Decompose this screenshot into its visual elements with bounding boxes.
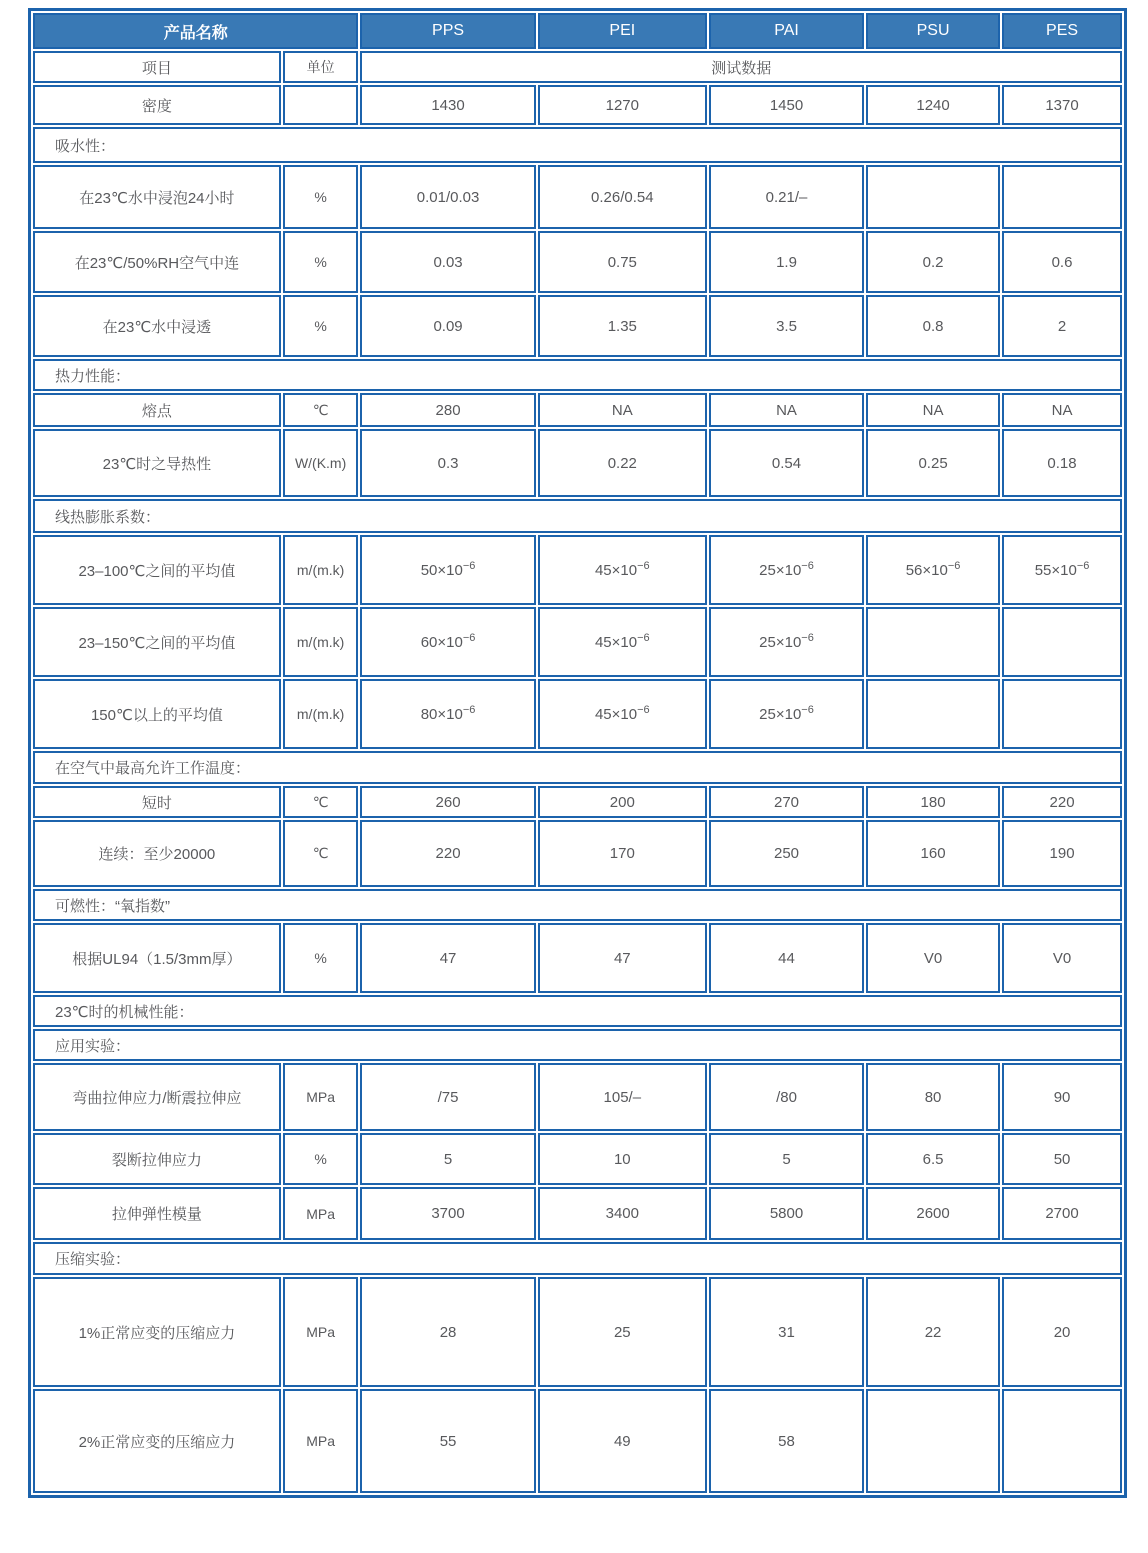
value-cell: $56\times 10^{-6}$ — [866, 535, 1000, 605]
value-cell: /80 — [709, 1063, 864, 1131]
row-label: 弯曲拉伸应力/断震拉伸应 — [33, 1063, 281, 1131]
item-header: 项目 — [33, 51, 281, 83]
unit-cell: m/(m.k) — [283, 607, 359, 677]
row-label: 2%正常应变的压缩应力 — [33, 1389, 281, 1493]
value-cell: V0 — [1002, 923, 1122, 993]
value-cell: $25\times 10^{-6}$ — [709, 535, 864, 605]
value-cell: 0.21/– — [709, 165, 864, 229]
value-cell: 170 — [538, 820, 707, 887]
row-label: 23℃时之导热性 — [33, 429, 281, 497]
unit-cell: % — [283, 165, 359, 229]
row-label: 根据UL94（1.5/3mm厚） — [33, 923, 281, 993]
data-row — [33, 786, 1122, 818]
data-row — [33, 295, 1122, 357]
value-cell: 105/– — [538, 1063, 707, 1131]
value-cell: 25 — [538, 1277, 707, 1387]
value-cell: 0.6 — [1002, 231, 1122, 293]
value-cell: 1450 — [709, 85, 864, 125]
value-cell: 0.8 — [866, 295, 1000, 357]
data-row — [33, 85, 1122, 125]
value-cell: 3400 — [538, 1187, 707, 1240]
section-row — [33, 359, 1122, 391]
unit-cell: m/(m.k) — [283, 679, 359, 749]
value-cell: $50\times 10^{-6}$ — [360, 535, 535, 605]
value-cell: 1430 — [360, 85, 535, 125]
data-row — [33, 1277, 1122, 1387]
value-cell: 50 — [1002, 1133, 1122, 1185]
product-header-pai: PAI — [709, 13, 864, 49]
unit-cell: MPa — [283, 1389, 359, 1493]
unit-cell: % — [283, 923, 359, 993]
value-cell: $55\times 10^{-6}$ — [1002, 535, 1122, 605]
value-cell: 47 — [538, 923, 707, 993]
unit-cell: % — [283, 1133, 359, 1185]
section-row — [33, 1242, 1122, 1275]
value-cell: 22 — [866, 1277, 1000, 1387]
value-cell: 58 — [709, 1389, 864, 1493]
value-cell: 1370 — [1002, 85, 1122, 125]
value-cell: 220 — [1002, 786, 1122, 818]
value-cell: 2600 — [866, 1187, 1000, 1240]
value-cell: 0.18 — [1002, 429, 1122, 497]
product-header-psu: PSU — [866, 13, 1000, 49]
value-cell: 6.5 — [866, 1133, 1000, 1185]
value-cell: NA — [538, 393, 707, 427]
unit-cell: ℃ — [283, 393, 359, 427]
section-row — [33, 127, 1122, 163]
value-cell — [1002, 679, 1122, 749]
unit-cell: MPa — [283, 1277, 359, 1387]
value-cell: 0.22 — [538, 429, 707, 497]
value-cell: NA — [1002, 393, 1122, 427]
data-row — [33, 231, 1122, 293]
row-label: 在23℃/50%RH空气中连 — [33, 231, 281, 293]
product-header-pes: PES — [1002, 13, 1122, 49]
section-label: 23℃时的机械性能： — [33, 995, 1122, 1027]
value-cell: 0.54 — [709, 429, 864, 497]
unit-cell: MPa — [283, 1187, 359, 1240]
section-label: 线热膨胀系数： — [33, 499, 1122, 533]
value-cell: 5800 — [709, 1187, 864, 1240]
value-cell — [866, 1389, 1000, 1493]
value-cell: 280 — [360, 393, 535, 427]
row-label: 在23℃水中浸泡24小时 — [33, 165, 281, 229]
value-cell: /75 — [360, 1063, 535, 1131]
section-label: 在空气中最高允许工作温度： — [33, 751, 1122, 784]
value-cell: 0.3 — [360, 429, 535, 497]
value-cell: $60\times 10^{-6}$ — [360, 607, 535, 677]
data-row — [33, 923, 1122, 993]
value-cell: 55 — [360, 1389, 535, 1493]
value-cell: $25\times 10^{-6}$ — [709, 679, 864, 749]
value-cell: 3.5 — [709, 295, 864, 357]
value-cell: 2 — [1002, 295, 1122, 357]
data-row — [33, 1133, 1122, 1185]
value-cell: 180 — [866, 786, 1000, 818]
value-cell: 20 — [1002, 1277, 1122, 1387]
value-cell: 5 — [709, 1133, 864, 1185]
value-cell: $45\times 10^{-6}$ — [538, 679, 707, 749]
value-cell: 5 — [360, 1133, 535, 1185]
value-cell: 260 — [360, 786, 535, 818]
value-cell: $25\times 10^{-6}$ — [709, 607, 864, 677]
table-header-row — [33, 13, 1122, 49]
data-row — [33, 679, 1122, 749]
value-cell: $45\times 10^{-6}$ — [538, 607, 707, 677]
value-cell: 3700 — [360, 1187, 535, 1240]
value-cell: NA — [709, 393, 864, 427]
product-header-pps: PPS — [360, 13, 535, 49]
product-header-pei: PEI — [538, 13, 707, 49]
section-row — [33, 499, 1122, 533]
data-row — [33, 1187, 1122, 1240]
value-cell: 200 — [538, 786, 707, 818]
row-label: 连续：至少20000 — [33, 820, 281, 887]
value-cell: 1.35 — [538, 295, 707, 357]
value-cell — [1002, 607, 1122, 677]
row-label: 拉伸弹性模量 — [33, 1187, 281, 1240]
row-label: 密度 — [33, 85, 281, 125]
value-cell — [1002, 165, 1122, 229]
data-row — [33, 1063, 1122, 1131]
value-cell — [866, 607, 1000, 677]
value-cell: 31 — [709, 1277, 864, 1387]
value-cell: 0.03 — [360, 231, 535, 293]
material-spec-table — [28, 8, 1127, 1498]
product-name-header: 产品名称 — [33, 13, 358, 49]
value-cell — [866, 679, 1000, 749]
value-cell: 1.9 — [709, 231, 864, 293]
section-label: 热力性能： — [33, 359, 1122, 391]
section-label: 可燃性：“氧指数” — [33, 889, 1122, 921]
row-label: 1%正常应变的压缩应力 — [33, 1277, 281, 1387]
row-label: 熔点 — [33, 393, 281, 427]
value-cell: 1240 — [866, 85, 1000, 125]
subheader-row — [33, 51, 1122, 83]
value-cell: 0.75 — [538, 231, 707, 293]
test-data-header: 测试数据 — [360, 51, 1122, 83]
unit-cell: MPa — [283, 1063, 359, 1131]
value-cell: NA — [866, 393, 1000, 427]
row-label: 短时 — [33, 786, 281, 818]
data-row — [33, 393, 1122, 427]
value-cell: 90 — [1002, 1063, 1122, 1131]
value-cell: 10 — [538, 1133, 707, 1185]
table-body — [33, 85, 1122, 1493]
row-label: 裂断拉伸应力 — [33, 1133, 281, 1185]
section-label: 压缩实验： — [33, 1242, 1122, 1275]
row-label: 150℃以上的平均值 — [33, 679, 281, 749]
unit-cell: % — [283, 295, 359, 357]
data-row — [33, 535, 1122, 605]
value-cell: 220 — [360, 820, 535, 887]
unit-cell: m/(m.k) — [283, 535, 359, 605]
data-row — [33, 820, 1122, 887]
unit-header: 单位 — [283, 51, 359, 83]
value-cell: 270 — [709, 786, 864, 818]
value-cell — [1002, 1389, 1122, 1493]
value-cell: 0.26/0.54 — [538, 165, 707, 229]
data-row — [33, 607, 1122, 677]
row-label: 23–100℃之间的平均值 — [33, 535, 281, 605]
section-row — [33, 1029, 1122, 1061]
data-row — [33, 429, 1122, 497]
value-cell: $45\times 10^{-6}$ — [538, 535, 707, 605]
value-cell — [866, 165, 1000, 229]
section-label: 吸水性： — [33, 127, 1122, 163]
value-cell: 2700 — [1002, 1187, 1122, 1240]
unit-cell: W/(K.m) — [283, 429, 359, 497]
unit-cell: % — [283, 231, 359, 293]
unit-cell: ℃ — [283, 820, 359, 887]
value-cell: V0 — [866, 923, 1000, 993]
value-cell: 47 — [360, 923, 535, 993]
section-label: 应用实验： — [33, 1029, 1122, 1061]
value-cell: 0.25 — [866, 429, 1000, 497]
row-label: 23–150℃之间的平均值 — [33, 607, 281, 677]
value-cell: 44 — [709, 923, 864, 993]
value-cell: 0.01/0.03 — [360, 165, 535, 229]
value-cell: 190 — [1002, 820, 1122, 887]
section-row — [33, 995, 1122, 1027]
value-cell: 0.09 — [360, 295, 535, 357]
value-cell: $80\times 10^{-6}$ — [360, 679, 535, 749]
value-cell: 28 — [360, 1277, 535, 1387]
section-row — [33, 751, 1122, 784]
value-cell: 80 — [866, 1063, 1000, 1131]
value-cell: 0.2 — [866, 231, 1000, 293]
value-cell: 1270 — [538, 85, 707, 125]
value-cell: 250 — [709, 820, 864, 887]
value-cell: 49 — [538, 1389, 707, 1493]
row-label: 在23℃水中浸透 — [33, 295, 281, 357]
value-cell: 160 — [866, 820, 1000, 887]
section-row — [33, 889, 1122, 921]
unit-cell — [283, 85, 359, 125]
data-row — [33, 165, 1122, 229]
data-row — [33, 1389, 1122, 1493]
unit-cell: ℃ — [283, 786, 359, 818]
